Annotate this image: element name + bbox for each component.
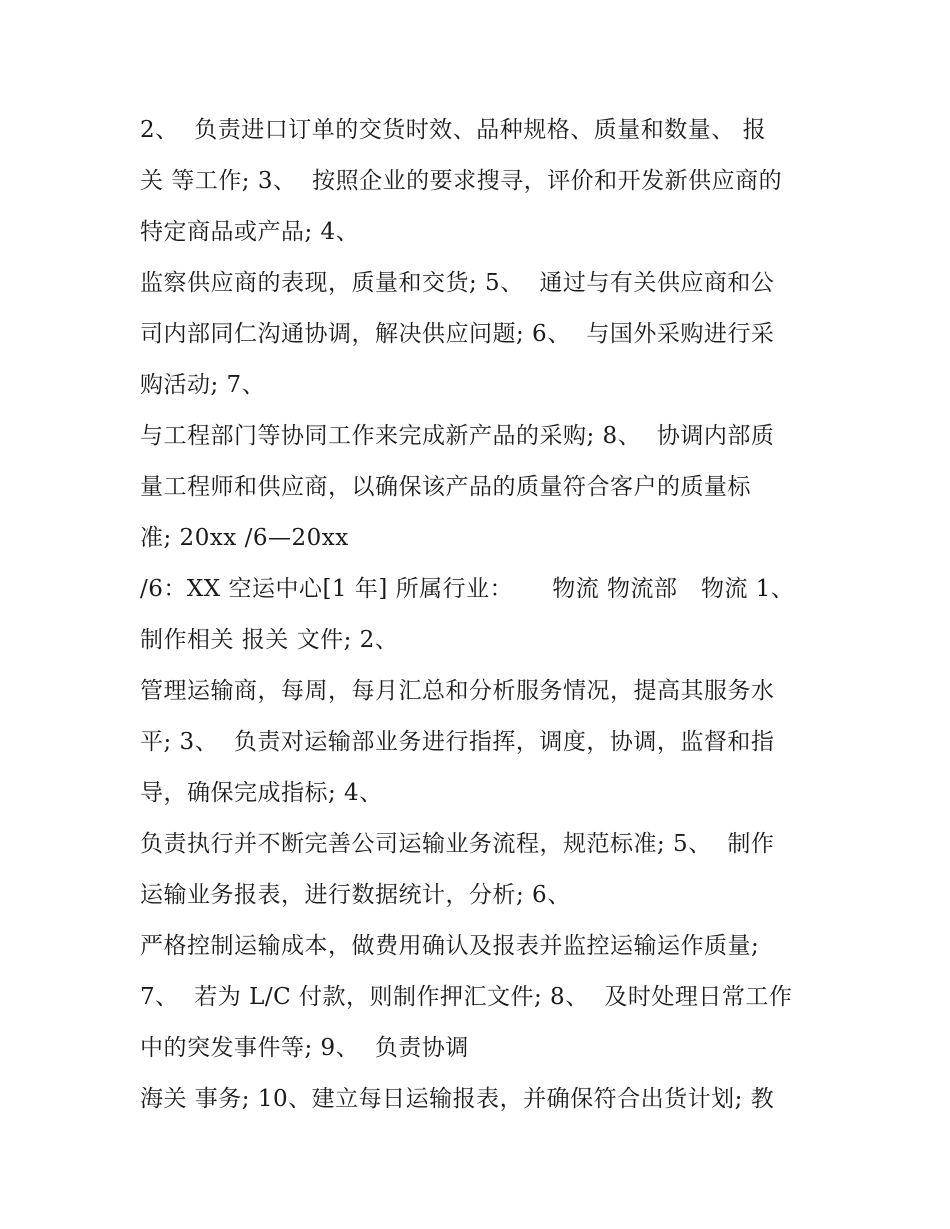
text-line: 关 等工作; 3、 按照企业的要求搜寻，评价和开发新供应商的 (140, 168, 783, 194)
text-line: 准; 20xx /6—20xx (140, 525, 349, 551)
text-line: 2、 负责进口订单的交货时效、品种规格、质量和数量、 报 (140, 117, 767, 143)
text-line: 7、 若为 L/C 付款，则制作押汇文件; 8、 及时处理日常工作 (140, 984, 793, 1010)
text-line: 司内部同仁沟通协调，解决供应问题; 6、 与国外采购进行采 (140, 321, 775, 347)
body-text (140, 105, 840, 1125)
text-line: 运输业务报表，进行数据统计，分析; 6、 (140, 882, 571, 908)
text-line: 管理运输商，每周，每月汇总和分析服务情况，提高其服务水 (140, 678, 775, 704)
text-line: 严格控制运输成本，做费用确认及报表并监控运输运作质量; (140, 933, 760, 959)
text-line: 监察供应商的表现，质量和交货; 5、 通过与有关供应商和公 (140, 270, 775, 296)
text-line: 购活动; 7、 (140, 372, 266, 398)
text-line: 量工程师和供应商，以确保该产品的质量符合客户的质量标 (140, 474, 751, 500)
text-line: 海关 事务; 10、建立每日运输报表，并确保符合出货计划; 教 (140, 1086, 775, 1112)
text-line: 制作相关 报关 文件; 2、 (140, 627, 399, 653)
text-line: 中的突发事件等; 9、 负责协调 (140, 1035, 469, 1061)
text-line: 与工程部门等协同工作来完成新产品的采购; 8、 协调内部质 (140, 423, 775, 449)
text-line: 导，确保完成指标; 4、 (140, 780, 383, 806)
text-line: 负责执行并不断完善公司运输业务流程，规范标准; 5、 制作 (140, 831, 775, 857)
text-line: 平; 3、 负责对运输部业务进行指挥，调度，协调，监督和指 (140, 729, 775, 755)
text-line: /6：XX 空运中心[1 年] 所属行业： 物流 物流部 物流 1、 (140, 576, 795, 602)
text-line: 特定商品或产品; 4、 (140, 219, 360, 245)
